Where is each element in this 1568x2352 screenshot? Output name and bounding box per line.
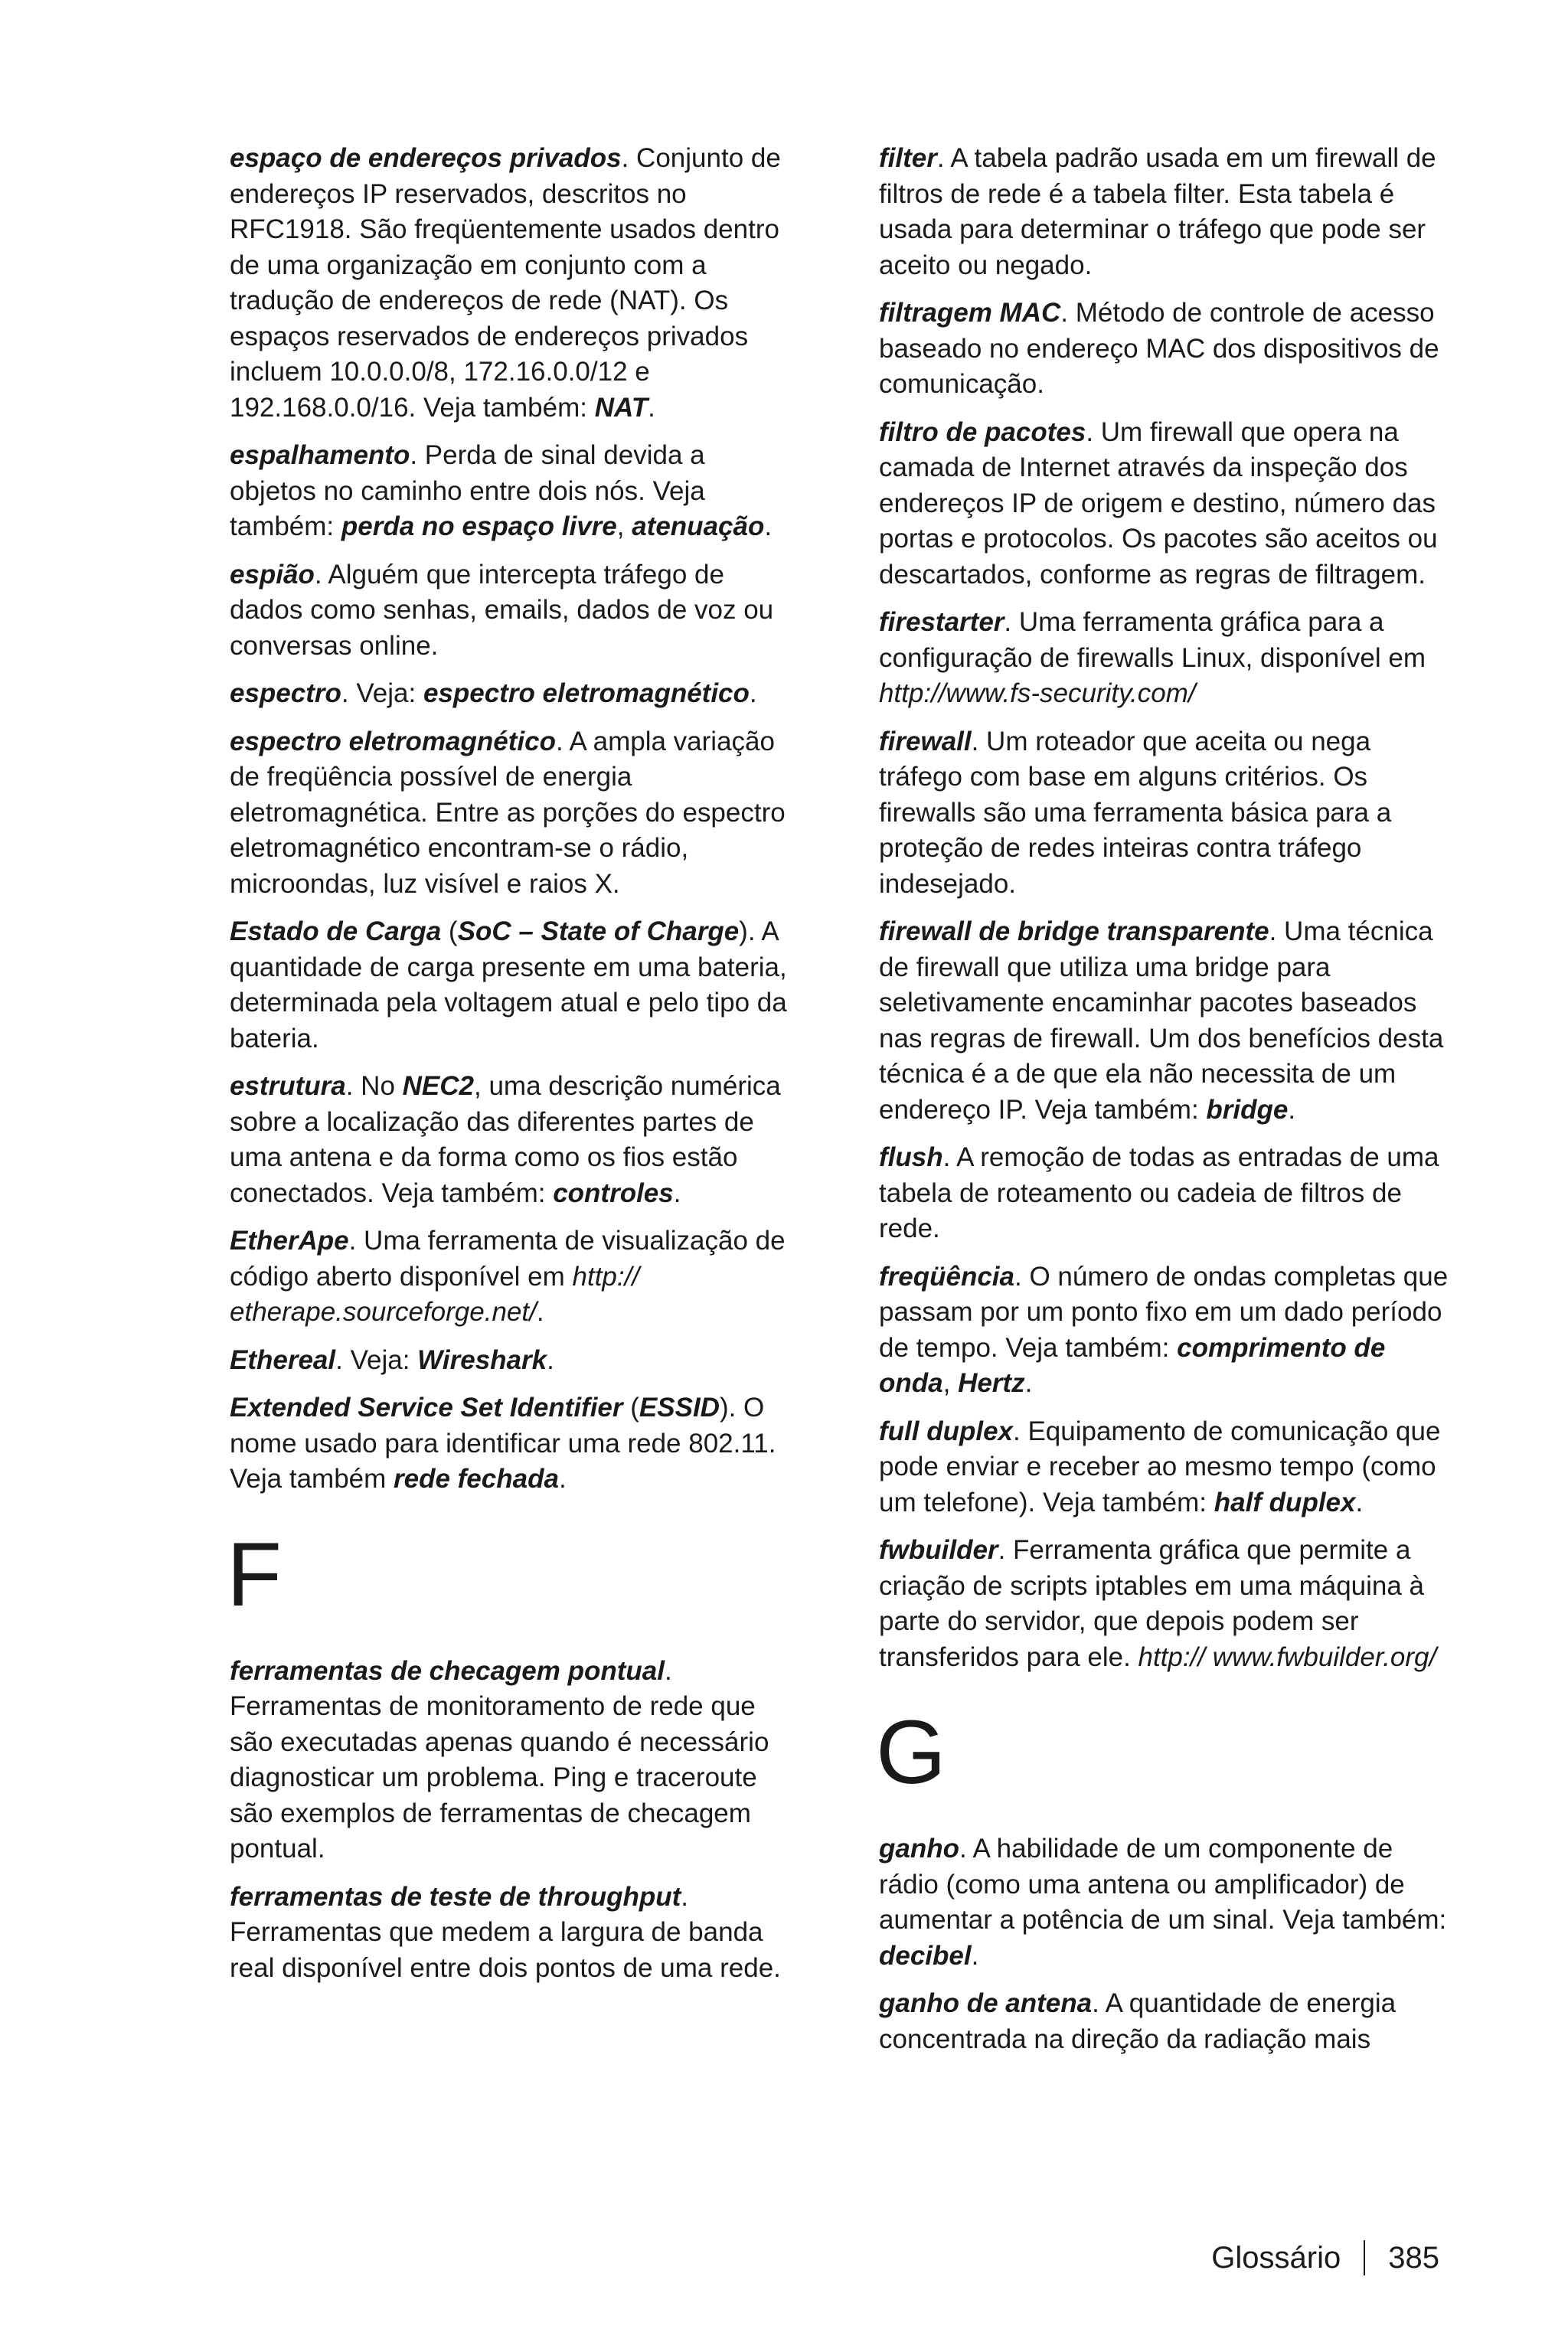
glossary-url: http:// www.fwbuilder.org/ [1138,1642,1437,1672]
glossary-term: ESSID [639,1393,720,1423]
page-footer [1211,2239,1439,2277]
glossary-entry [879,415,1453,593]
glossary-entry [230,438,796,545]
glossary-term: espectro eletromagnético [423,678,750,708]
glossary-term: NAT [594,392,648,423]
glossary-term: ferramentas de teste de throughput [230,1881,681,1912]
glossary-text: . [749,678,757,708]
glossary-text: . A ampla variação de freqüência possível de energia eletromagnética. Entre as porções do espectro eletromagnético encontram-se o rádio, microondas, luz visível e raios X. [230,726,786,899]
glossary-term: firewall [879,726,972,756]
glossary-entry [879,605,1453,712]
glossary-text: . [547,1344,554,1375]
glossary-text: . A tabela padrão usada em um firewall de filtros de rede é a tabela filter. Esta tabela é usada para determinar o tráfego que pode ser aceito ou negado. [879,143,1436,280]
glossary-text: . Uma ferramenta gráfica para a configuração de firewalls Linux, disponível em [879,607,1426,673]
glossary-entry [230,1880,796,1987]
footer-section-title: Glossário [1211,2241,1341,2275]
glossary-text: ( [622,1393,639,1423]
glossary-term: ferramentas de checagem pontual [230,1655,665,1686]
glossary-text: . Equipamento de comunicação que pode enviar e receber ao mesmo tempo (como um telefone). Veja também: [879,1416,1441,1517]
glossary-entry [230,1223,796,1331]
glossary-term: flush [879,1142,943,1172]
glossary-text: . Método de controle de acesso baseado no endereço MAC dos dispositivos de comunicação. [879,298,1439,399]
glossary-text: . Alguém que intercepta tráfego de dados como senhas, emails, dados de voz ou conversas online. [230,559,774,661]
glossary-term: ganho de antena [879,1988,1093,2018]
glossary-text: . Ferramentas que medem a largura de banda real disponível entre dois pontos de uma rede. [230,1881,781,1983]
glossary-term: firewall de bridge transparente [879,916,1269,946]
glossary-text: . [1288,1094,1296,1125]
glossary-term: rede fechada [394,1464,559,1494]
glossary-text: . [1355,1487,1364,1517]
glossary-text: . Ferramenta gráfica que permite a criação de scripts iptables em uma máquina à parte do servidor, que depois podem ser transferidos para ele. [879,1535,1425,1672]
glossary-entry [230,724,796,903]
glossary-text: . [648,392,655,423]
glossary-text: . No [345,1071,403,1101]
glossary-term: Estado de Carga [230,916,442,946]
glossary-term: bridge [1206,1094,1289,1125]
glossary-term: espectro [230,678,341,708]
glossary-entry [230,141,796,426]
glossary-term: perda no espaço livre [341,511,617,541]
glossary-text: . [536,1297,544,1327]
glossary-text: . Perda de sinal devida a objetos no caminho entre dois nós. Veja também: [230,440,705,541]
glossary-entry [230,1390,796,1498]
glossary-term: firestarter [879,607,1004,637]
glossary-entry [879,724,1453,903]
section-letter-heading: F [227,1524,283,1625]
glossary-text: ( [441,916,458,946]
glossary-entry [230,1654,796,1867]
glossary-entry [879,1259,1453,1402]
glossary-text: . [971,1940,979,1971]
glossary-text: . [558,1464,567,1494]
glossary-term: fwbuilder [879,1535,998,1565]
glossary-text: . Uma ferramenta de visualização de código aberto disponível em [230,1226,786,1292]
glossary-term: half duplex [1214,1487,1356,1517]
glossary-entry [879,1140,1453,1247]
glossary-column-left [227,141,796,1998]
glossary-term: comprimento de onda [879,1332,1386,1398]
glossary-text: , [942,1368,959,1398]
glossary-term: controles [553,1178,674,1208]
glossary-term: espectro eletromagnético [230,726,556,756]
glossary-text: . Uma técnica de firewall que utiliza uma bridge para seletivamente encaminhar pacotes baseados nas regras de firewall. Um dos benefícios desta técnica é a de que ela não necessita de um endereço IP. Veja também: [879,916,1444,1125]
glossary-text: . A remoção de todas as entradas de uma tabela de roteamento ou cadeia de filtros de rede. [879,1142,1439,1243]
section-letter-heading: G [876,1702,946,1803]
glossary-term: filtro de pacotes [879,416,1086,447]
glossary-entry [230,914,796,1057]
glossary-term: NEC2 [402,1071,475,1101]
glossary-term: Extended Service Set Identifier [230,1393,623,1423]
glossary-text: , uma descrição numérica sobre a localização das diferentes partes de uma antena e da forma como os fios estão conectados. Veja também: [230,1071,781,1208]
glossary-term: filter [879,143,937,173]
glossary-entry [879,1414,1453,1521]
glossary-text: . A habilidade de um componente de rádio (como uma antena ou amplificador) de aumentar a potência de um sinal. Veja também: [879,1834,1447,1935]
glossary-term: full duplex [879,1416,1013,1446]
glossary-text: . [1024,1368,1033,1398]
glossary-entry [230,676,796,712]
glossary-term: Wireshark [417,1344,547,1375]
footer-page-number: 385 [1388,2241,1439,2275]
glossary-term: ganho [879,1834,959,1864]
glossary-entry [879,296,1453,403]
glossary-url: http://www.fs-security.com/ [879,678,1196,708]
glossary-text: . Conjunto de endereços IP reservados, descritos no RFC1918. São freqüentemente usados dentro de uma organização em conjunto com a tradução de endereços de rede (NAT). Os espaços reservados de endereços privados incluem 10.0.0.0/8, 172.16.0.0/12 e 192.168.0.0/16. Veja também: [230,143,781,423]
glossary-term: espaço de endereços privados [230,143,622,173]
glossary-text: ). A quantidade de carga presente em uma bateria, determinada pela voltagem atual e pelo tipo da bateria. [230,916,787,1054]
glossary-entry [879,1533,1453,1675]
glossary-url: http:// etherape.sourceforge.net/ [230,1261,640,1327]
glossary-text: . Um roteador que aceita ou nega tráfego com base em alguns critérios. Os firewalls são uma ferramenta básica para a proteção de redes inteiras contra tráfego indesejado. [879,726,1392,899]
glossary-entry [230,557,796,665]
glossary-text: . Um firewall que opera na camada de Internet através da inspeção dos endereços IP de origem e destino, número das portas e protocolos. Os pacotes são aceitos ou descartados, conforme as regras de filtragem. [879,416,1438,590]
glossary-text: . O número de ondas completas que passam por um ponto fixo em um dado período de tempo. Veja também: [879,1261,1449,1363]
glossary-entry [230,1069,796,1211]
glossary-column-right [876,141,1453,2069]
footer-divider [1364,2240,1365,2275]
glossary-entry [879,1831,1453,1974]
glossary-term: espião [230,559,315,590]
glossary-text: . Veja: [341,678,423,708]
glossary-term: freqüência [879,1261,1014,1292]
glossary-text: . A quantidade de energia concentrada na direção da radiação mais [879,1988,1396,2054]
glossary-text: . [764,511,773,541]
glossary-entry [879,141,1453,283]
glossary-entry [879,1986,1453,2057]
glossary-term: filtragem MAC [879,298,1061,328]
glossary-term: Ethereal [230,1344,336,1375]
glossary-text: . Ferramentas de monitoramento de rede que são executadas apenas quando é necessário diagnosticar um problema. Ping e traceroute são exemplos de ferramentas de checagem pontual. [230,1655,769,1864]
glossary-term: SoC – State of Charge [457,916,740,946]
glossary-text: ). O nome usado para identificar uma rede 802.11. Veja também [230,1393,776,1494]
glossary-term: atenuação [632,511,765,541]
glossary-text: . Veja: [335,1344,418,1375]
glossary-term: estrutura [230,1071,346,1101]
glossary-text: . [673,1178,681,1208]
glossary-term: Hertz [958,1368,1025,1398]
glossary-text: , [616,511,632,541]
glossary-entry [230,1343,796,1379]
glossary-entry [879,914,1453,1128]
glossary-term: decibel [879,1940,972,1971]
glossary-term: EtherApe [230,1226,349,1256]
glossary-term: espalhamento [230,440,410,470]
